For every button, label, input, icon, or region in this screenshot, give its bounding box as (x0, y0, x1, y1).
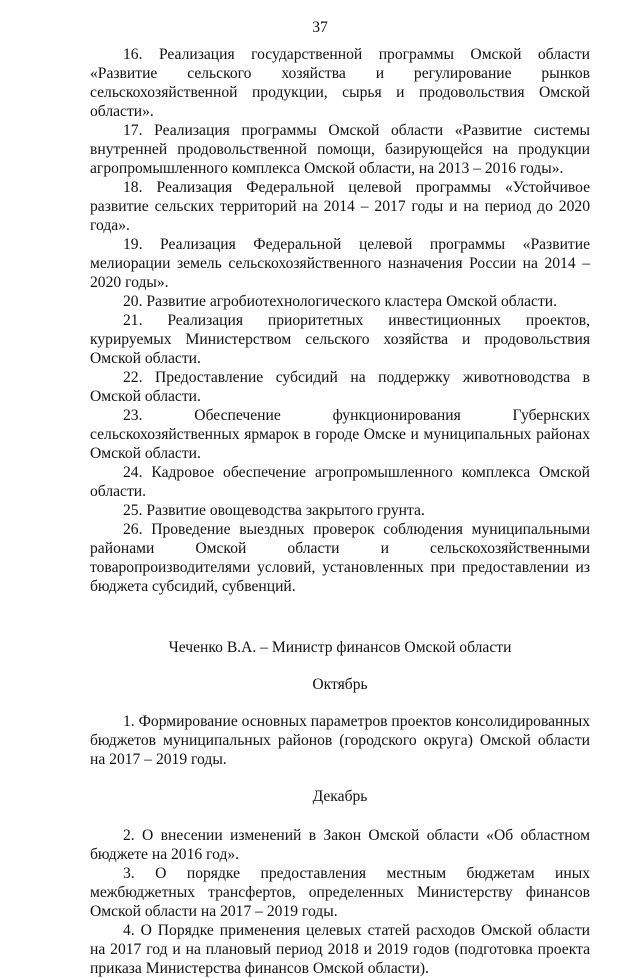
list-item: 16. Реализация государственной программы Омской области «Развитие сельского хозяйства и регулирование рынков сельскохозяйственной продукции, сырья и продовольствия Омской области». (90, 46, 590, 120)
month-heading-december: Декабрь (312, 788, 368, 805)
page-number: 37 (312, 19, 328, 36)
list-item: 19. Реализация Федеральной целевой программы «Развитие мелиорации земель сельскохозяйственного назначения России на 2014 – 2020 годы». (90, 236, 590, 291)
list-item: 1. Формирование основных параметров проектов консолидированных бюджетов муниципальных районов (городского округа) Омской области на 2017 – 2019 годы. (90, 713, 590, 768)
list-item: 3. О порядке предоставления местным бюджетам иных межбюджетных трансфертов, определенных Министерству финансов Омской области на 2017 – 2019 годы. (90, 865, 590, 920)
list-item: 4. О Порядке применения целевых статей расходов Омской области на 2017 год и на плановый период 2018 и 2019 годов (подготовка проекта приказа Министерства финансов Омской области). (90, 922, 590, 977)
list-item: 21. Реализация приоритетных инвестиционных проектов, курируемых Министерством сельского хозяйства и продовольствия Омской области. (90, 312, 590, 367)
list-item: 26. Проведение выездных проверок соблюдения муниципальными районами Омской области и сельскохозяйственными товаропроизводителями условий, установленных при предоставлении из бюджета субсидий, субвенций. (90, 521, 590, 595)
list-item: 22. Предоставление субсидий на поддержку животноводства в Омской области. (90, 369, 590, 405)
minister-heading: Чеченко В.А. – Министр финансов Омской области (168, 639, 512, 656)
month-heading-october: Октябрь (312, 676, 368, 693)
list-item: 18. Реализация Федеральной целевой программы «Устойчивое развитие сельских территорий на 2014 – 2017 годы и на период до 2020 года». (90, 179, 590, 234)
list-item: 24. Кадровое обеспечение агропромышленного комплекса Омской области. (90, 464, 590, 500)
document-body (90, 45, 590, 978)
list-item: 17. Реализация программы Омской области «Развитие системы внутренней продовольственной помощи, базирующейся на продукции агропромышленного комплекса Омской области, на 2013 – 2016 годы». (90, 122, 590, 177)
list-item: 25. Развитие овощеводства закрытого грунта. (123, 502, 425, 519)
list-item: 2. О внесении изменений в Закон Омской области «Об областном бюджете на 2016 год». (90, 827, 590, 863)
list-item: 23. Обеспечение функционирования Губернских сельскохозяйственных ярмарок в городе Омске и муниципальных районах Омской области. (90, 407, 590, 462)
list-item: 20. Развитие агробиотехнологического кластера Омской области. (123, 293, 558, 310)
